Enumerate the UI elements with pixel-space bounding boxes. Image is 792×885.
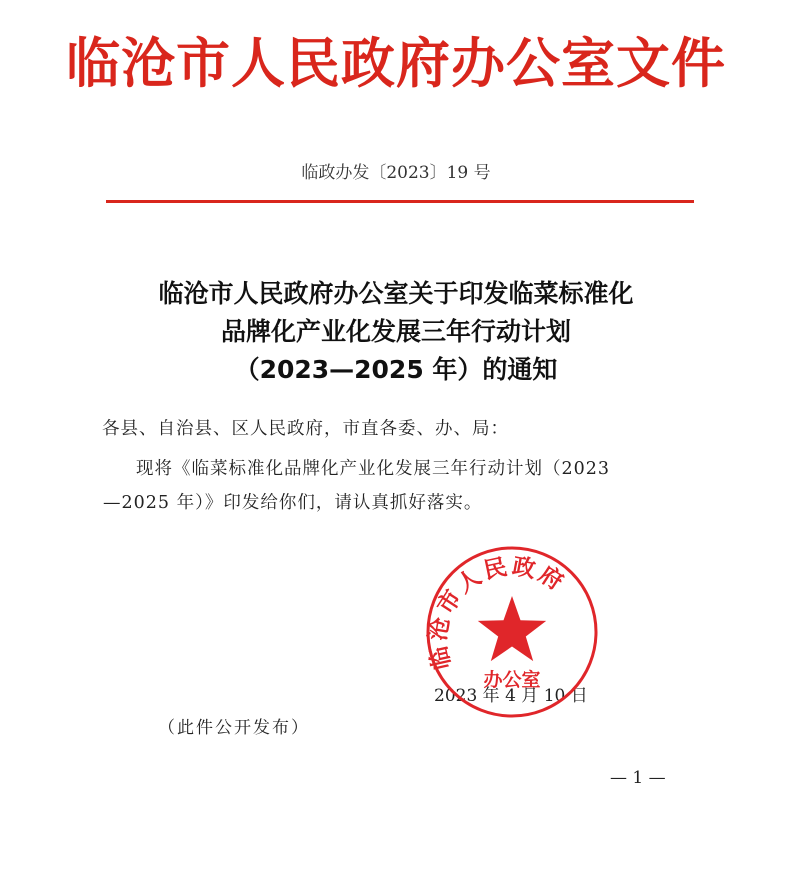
seal-star-icon (478, 596, 546, 661)
seal-stamp-icon (424, 544, 600, 720)
body-paragraph-line-1: 现将《临菜标准化品牌化产业化发展三年行动计划（2023 (136, 459, 611, 479)
document-title-line-2: 品牌化产业化发展三年行动计划 (220, 317, 571, 346)
body-paragraph-line-2: —2025 年）》印发给你们，请认真抓好落实。 (103, 493, 483, 513)
document-title-line-3: （2023—2025 年）的通知 (234, 355, 558, 384)
publication-note: （此件公开发布） (158, 718, 310, 738)
salutation: 各县、自治县、区人民政府，市直各委、办、局： (102, 419, 509, 439)
red-divider-line (106, 200, 694, 203)
document-title-line-1: 临沧市人民政府办公室关于印发临菜标准化 (158, 279, 634, 308)
seal-bottom-text: 办公室 (483, 669, 541, 691)
seal-arc-text: 临沧市人民政府 (424, 552, 571, 673)
page-number: — 1 — (610, 768, 666, 788)
document-number: 临政办发〔2023〕19 号 (301, 163, 491, 183)
issue-date: 2023 年 4 月 10 日 (434, 686, 588, 706)
official-seal (424, 544, 600, 720)
issuer-title: 临沧市人民政府办公室文件 (66, 31, 726, 95)
